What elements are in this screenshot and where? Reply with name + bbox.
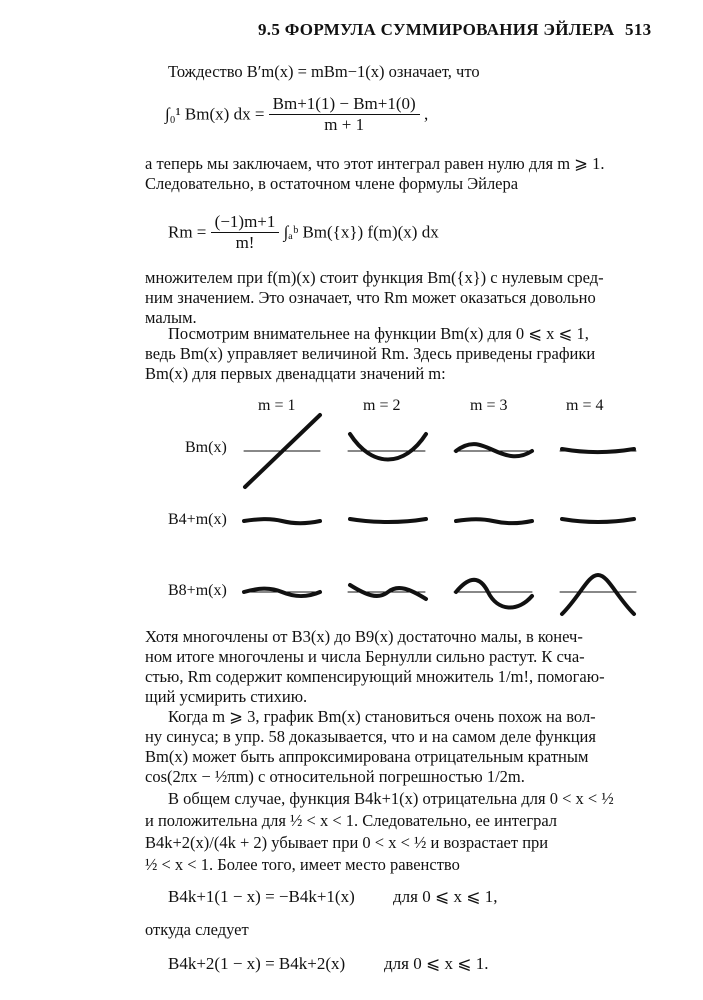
fig-col-label-m2: m = 2 — [363, 397, 401, 414]
eq1-formula: B4k+1(1 − x) = −B4k+1(x) — [168, 887, 355, 906]
fig-col-label-m4: m = 4 — [566, 397, 604, 414]
eq2-formula: B4k+2(1 − x) = B4k+2(x) — [168, 954, 346, 973]
page-number: 513 — [625, 20, 652, 39]
para-conclusion-2: Следовательно, в остаточном члене формулы Эйлера — [145, 174, 519, 193]
curve-b3 — [456, 444, 532, 456]
para-look-2: ведь Bm(x) управляет величиной Rm. Здесь приведены графики — [145, 344, 596, 363]
curve-b6 — [350, 519, 426, 522]
remainder-numerator: (−1)m+1 — [211, 212, 280, 233]
section-title: 9.5 ФОРМУЛА СУММИРОВАНИЯ ЭЙЛЕРА — [258, 20, 615, 39]
remainder-lhs: Rm = — [168, 222, 207, 242]
curve-b10 — [350, 585, 426, 599]
curve-b8 — [562, 519, 634, 522]
integral-tail: , — [423, 104, 429, 124]
whence-line: откуда следует — [145, 920, 249, 939]
eq2-condition: для 0 ⩽ x ⩽ 1. — [384, 954, 489, 973]
eq-symmetry-2 — [168, 954, 345, 974]
para-general-3: B4k+2(x)/(4k + 2) убывает при 0 < x < ½ и возрастает при — [145, 833, 549, 852]
curve-b11 — [456, 580, 532, 608]
eq-symmetry-1 — [168, 887, 355, 907]
para-general-1: В общем случае, функция B4k+1(x) отрицательна для 0 < x < ½ — [168, 789, 614, 808]
fig-col-label-m3: m = 3 — [470, 397, 508, 414]
curve-b2 — [350, 434, 426, 460]
para-general-4: ½ < x < 1. Более того, имеет место равенство — [145, 855, 460, 874]
para-sine-3: Bm(x) может быть аппроксимирована отрицательным кратным — [145, 747, 589, 766]
curve-b5 — [244, 519, 320, 523]
para-bernoulli-4: щий усмирить стихию. — [145, 687, 308, 706]
curve-b4 — [562, 449, 634, 452]
fig-row-label-b4m: B4+m(x) — [168, 511, 227, 528]
integral-lhs: ∫₀¹ Bm(x) dx = — [165, 104, 265, 124]
para-sine-4: cos(2πx − ½πm) с относительной погрешностью 1/2m. — [145, 767, 525, 786]
curve-b12 — [562, 575, 634, 614]
fig-row-label-b8m: B8+m(x) — [168, 582, 227, 599]
para-sine-2: ну синуса; в упр. 58 доказывается, что и на самом деле функция — [145, 727, 596, 746]
fig-col-label-m1: m = 1 — [258, 397, 296, 414]
para-bernoulli-1: Хотя многочлены от B3(x) до B9(x) достаточно малы, в конеч- — [145, 627, 583, 646]
para-look-3: Bm(x) для первых двенадцати значений m: — [145, 364, 446, 383]
para-sine-1: Когда m ⩾ 3, график Bm(x) становиться очень похож на вол- — [168, 707, 596, 726]
para-general-2: и положительна для ½ < x < 1. Следовательно, ее интеграл — [145, 811, 558, 830]
para-bernoulli-2: ном итоге многочлены и числа Бернулли сильно растут. К сча- — [145, 647, 585, 666]
para-multiplier-3: малым. — [145, 308, 197, 327]
integral-denominator: m + 1 — [324, 115, 365, 134]
fig-row-label-bm: Bm(x) — [185, 439, 227, 456]
para-look-1: Посмотрим внимательнее на функции Bm(x) для 0 ⩽ x ⩽ 1, — [168, 324, 589, 343]
para-multiplier-2: ним значением. Это означает, что Rm может оказаться довольно — [145, 288, 596, 307]
remainder-denominator: m! — [235, 233, 255, 252]
curve-b7 — [456, 519, 532, 523]
para-multiplier-1: множителем при f(m)(x) стоит функция Bm({x}) с нулевым сред- — [145, 268, 604, 287]
integral-numerator: Bm+1(1) − Bm+1(0) — [269, 94, 420, 115]
remainder-rhs: ∫ₐᵇ Bm({x}) f(m)(x) dx — [283, 222, 439, 242]
para-conclusion-1: а теперь мы заключаем, что этот интеграл равен нулю для m ⩾ 1. — [145, 154, 605, 173]
intro-line: Тождество B′m(x) = mBm−1(x) означает, что — [168, 62, 480, 81]
eq1-condition: для 0 ⩽ x ⩽ 1, — [393, 887, 498, 906]
para-bernoulli-3: стью, Rm содержит компенсирующий множитель 1/m!, помогаю- — [145, 667, 605, 686]
